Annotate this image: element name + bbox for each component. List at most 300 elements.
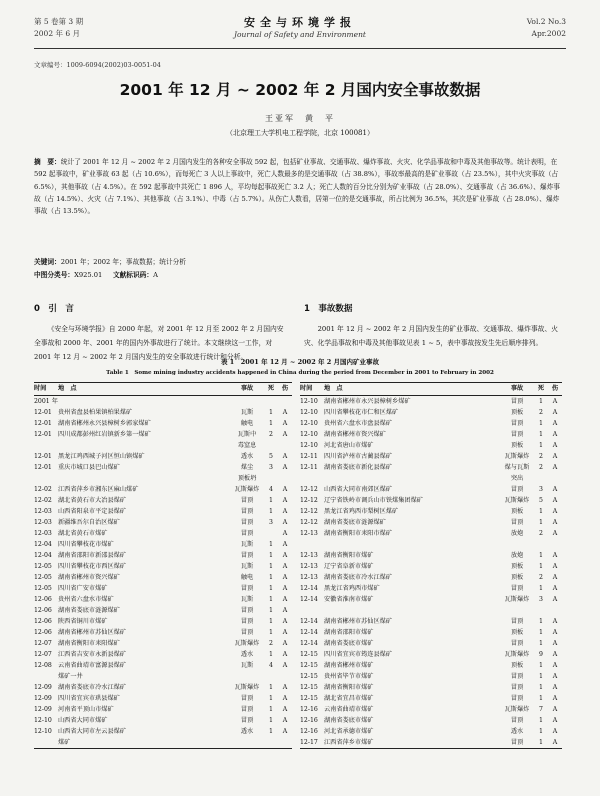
table-row [300, 506, 562, 517]
table-row [34, 396, 292, 407]
table-row [300, 693, 562, 704]
cell-time [300, 605, 324, 616]
cell-dead [534, 473, 548, 484]
table-row [300, 616, 562, 627]
table-row [34, 462, 292, 473]
cell-dead: 1 [269, 497, 273, 504]
cell-dead: 2 [539, 464, 543, 471]
cell-grade: A [282, 695, 288, 702]
cell-event: 瓦斯 [240, 409, 254, 416]
cell-grade: A [282, 640, 288, 647]
cell-dead [264, 528, 278, 539]
cell-event: 冒顶 [510, 739, 524, 746]
cell-event: 冒顶 [510, 618, 524, 625]
cell-time: 12-16 [300, 728, 318, 735]
cell-time: 12-03 [34, 530, 52, 537]
cell-time: 12-04 [34, 541, 52, 548]
cell-time: 12-15 [300, 695, 318, 702]
cell-time: 12-15 [300, 684, 318, 691]
table-row [34, 616, 292, 627]
cell-dead: 1 [539, 508, 543, 515]
section-data-text: 2001 年 12 月 ~ 2002 年 2 月国内发生的矿业事故、交通事故、爆炸事故、火灾、化学品事故和中毒及其他事故见表 1 ~ 5，表中事故按发生先后顺序排列。 [304, 325, 559, 347]
table-row [34, 638, 292, 649]
cell-event: 顶板 [510, 662, 524, 669]
cell-event: 透水 [240, 728, 254, 735]
cell-event: 瓦斯中 [237, 431, 257, 438]
cell-place [58, 473, 230, 484]
doc-code-label: 文献标识码： [112, 271, 154, 279]
cell-grade: A [282, 585, 288, 592]
keywords-text: 2001 年；2002 年；事故数据；统计分析 [60, 258, 186, 266]
cell-place: 山西省大同市煤矿 [58, 717, 108, 724]
cell-time [300, 473, 324, 484]
table-row [300, 550, 562, 561]
cell-event: 瓦斯爆炸 [504, 453, 530, 460]
table-row [300, 451, 562, 462]
cell-dead: 2 [269, 431, 273, 438]
table-row [34, 440, 292, 451]
cell-grade: A [552, 563, 558, 570]
table-row [300, 605, 562, 616]
table-row [34, 418, 292, 429]
cell-event [230, 396, 264, 407]
table-row [300, 561, 562, 572]
table-row [34, 506, 292, 517]
cell-time [34, 671, 58, 682]
cell-place: 云南省曲靖市煤矿 [324, 706, 374, 713]
cell-time: 12-07 [34, 651, 52, 658]
cell-event: 冒顶 [240, 717, 254, 724]
cell-time: 12-10 [34, 728, 52, 735]
cell-event: 顶板 [510, 563, 524, 570]
running-header [34, 14, 566, 49]
cell-event: 瓦斯爆炸 [234, 640, 260, 647]
cell-dead: 3 [269, 464, 273, 471]
cell-event: 冒顶 [510, 673, 524, 680]
cell-grade: A [552, 739, 558, 746]
journal-title-en: Journal of Safety and Environment [234, 30, 366, 39]
cell-grade [278, 737, 292, 748]
cell-dead [264, 473, 278, 484]
cell-event [230, 671, 264, 682]
cell-time: 12-10 [300, 398, 318, 405]
cell-dead: 2 [539, 453, 543, 460]
table-row [300, 528, 562, 539]
cell-dead: 1 [269, 585, 273, 592]
cell-place: 湖南省衡阳市煤矿 [324, 684, 374, 691]
cell-event [230, 737, 264, 748]
cell-grade: A [282, 618, 288, 625]
cell-place: 辽宁省阜新市煤矿 [324, 563, 374, 570]
cell-place: 安徽省淮南市煤矿 [324, 596, 374, 603]
cell-grade: A [552, 596, 558, 603]
cell-event: 瓦斯 [240, 563, 254, 570]
cell-dead: 1 [269, 728, 273, 735]
cell-dead: 1 [539, 629, 543, 636]
cell-event: 冒顶 [240, 519, 254, 526]
cell-grade: A [282, 717, 288, 724]
cell-grade: A [552, 508, 558, 515]
cell-grade: A [552, 684, 558, 691]
journal-title-cn: 安全与环境学报 [244, 16, 356, 29]
table-row [300, 539, 562, 550]
table-row [34, 550, 292, 561]
cell-dead: 1 [269, 420, 273, 427]
cell-place: 湖南省衡阳市耒阳市煤矿 [324, 530, 393, 537]
cell-time: 12-10 [34, 717, 52, 724]
cell-time: 12-06 [34, 618, 52, 625]
cell-place: 湖南省衡阳市耒阳煤矿 [58, 640, 120, 647]
abstract-text: 统计了 2001 年 12 月 ~ 2002 年 2 月国内发生的各种安全事故 592 起，包括矿业事故、交通事故、爆炸事故、火灾、化学品事故和中毒及其他事故等。统计表明，在 592 起事故中，矿业事故 63 起（占 10.6%），而每死亡 3 人以上事故中，死亡人数最多的是交通事故（占 38.8%），事故率最高的是矿业事故（占 23.5%），其中火灾事故（占 6.5%），其他事故（占 4.5%）。在 592 起事故中共死亡 1 896 人，平均每起事故死亡 3.2 人；死亡人数的百分比分别为矿业事故（占 28.0%）、交通事故（占 36.6%）、爆炸事故（占 14.5%）、火灾（占 7.1%）、其他事故（占 3.1%）、中毒（占 5.7%）。从伤亡人数看，居第一位的是交通事故，所占比例为 36.5%，其次是矿业事故（占 28.0%）、爆炸事故（占 13.5%）。 [34, 158, 560, 216]
cell-time: 12-05 [34, 563, 52, 570]
cell-event: 毒窒息 [237, 442, 257, 449]
cell-dead: 2 [539, 409, 543, 416]
cell-place: 四川省广安市煤矿 [58, 585, 108, 592]
cell-dead: 2 [269, 640, 273, 647]
cell-event: 瓦斯 [240, 596, 254, 603]
col-grade: 伤 [281, 385, 289, 392]
cell-event: 冒顶 [240, 607, 254, 614]
cell-dead: 1 [269, 651, 273, 658]
cell-dead: 3 [539, 596, 543, 603]
cell-event: 放炮 [510, 530, 524, 537]
cell-dead: 1 [269, 629, 273, 636]
cell-event: 冒顶 [510, 640, 524, 647]
cell-dead: 1 [539, 563, 543, 570]
cell-time: 12-03 [34, 519, 52, 526]
cell-place: 湖南省郴州市资兴煤矿 [58, 574, 120, 581]
cell-dead: 1 [539, 585, 543, 592]
cell-time: 12-01 [34, 409, 52, 416]
cell-time: 12-06 [34, 607, 52, 614]
cell-dead: 1 [269, 541, 273, 548]
cell-place: 四川省攀枝花市煤矿 [58, 541, 114, 548]
cell-place: 湖南省郴州永兴县樟树乡郭家煤矿 [58, 420, 151, 427]
cell-place: 四川成都彭州红岩镇新乡第一煤矿 [58, 431, 151, 438]
table-row [300, 440, 562, 451]
cell-grade: A [282, 552, 288, 559]
cell-place: 湖南省娄底市冷水江煤矿 [58, 684, 127, 691]
table-row [300, 462, 562, 473]
table-left-rows [34, 396, 292, 748]
cell-place [324, 539, 500, 550]
table-row [300, 396, 562, 407]
col-time: 时间 [300, 385, 313, 392]
paper-title: 2001 年 12 月 ~ 2002 年 2 月国内安全事故数据 [119, 81, 481, 99]
volume-issue: 第 5 卷第 3 期 [34, 17, 84, 26]
cell-event: 冒顶 [240, 618, 254, 625]
cell-grade: A [552, 574, 558, 581]
cell-event [500, 539, 534, 550]
cell-place: 四川省攀枝花市仁和区煤矿 [324, 409, 399, 416]
cell-grade: A [552, 585, 558, 592]
cell-place: 湖南省郴州市苏仙区煤矿 [324, 618, 393, 625]
cell-place: 山西省阳泉市平定县煤矿 [58, 508, 127, 515]
cell-grade: A [552, 662, 558, 669]
cell-dead: 1 [269, 563, 273, 570]
cell-dead: 1 [539, 695, 543, 702]
cell-grade: A [282, 409, 288, 416]
cell-event: 顶板坍 [237, 475, 257, 482]
cell-time: 12-03 [34, 508, 52, 515]
cell-dead: 1 [539, 420, 543, 427]
table-row [300, 495, 562, 506]
cell-place: 湖南省娄底市煤矿 [324, 717, 374, 724]
cell-time: 12-15 [300, 651, 318, 658]
cell-dead: 1 [269, 607, 273, 614]
cell-dead: 1 [539, 618, 543, 625]
cell-grade: A [552, 442, 558, 449]
clc-label: 中图分类号： [34, 271, 75, 279]
cell-event: 冒顶 [510, 420, 524, 427]
cell-time: 12-01 [34, 431, 52, 438]
table-row [300, 726, 562, 737]
table-row [300, 407, 562, 418]
cell-place: 四川省宜宾市筠连县煤矿 [324, 651, 393, 658]
cell-time: 12-04 [34, 552, 52, 559]
table-row [34, 473, 292, 484]
table-row [300, 737, 562, 748]
cell-time: 12-01 [34, 420, 52, 427]
table-row [34, 682, 292, 693]
table-row [34, 627, 292, 638]
table-row [34, 693, 292, 704]
cell-dead: 5 [539, 497, 543, 504]
table-row [300, 429, 562, 440]
table-row [34, 407, 292, 418]
issue-date-en: Apr.2002 [531, 29, 566, 38]
cell-event: 瓦斯爆炸 [504, 497, 530, 504]
cell-event: 瓦斯爆炸 [234, 684, 260, 691]
cell-time: 12-09 [34, 695, 52, 702]
cell-place: 辽宁省铁岭市调兵山市铁煤集团煤矿 [324, 497, 423, 504]
section-intro-text: 《安全与环境学报》自 2000 年起，对 2001 年 12 月至 2002 年 2 月国内安全事故和 2000 年、2001 年的国内外事故进行了统计。本文继续这一工作，对 2001 年 12 月 ~ 2002 年 2 月国内发生的安全事故进行统计和分析。 [34, 325, 284, 361]
cell-event: 冒顶 [510, 717, 524, 724]
cell-grade: A [282, 728, 288, 735]
cell-time: 12-13 [300, 574, 318, 581]
cell-time: 12-10 [300, 420, 318, 427]
cell-grade: A [552, 552, 558, 559]
col-event: 事故 [240, 385, 254, 392]
cell-grade: A [552, 530, 558, 537]
cell-time [34, 737, 58, 748]
cell-dead [264, 737, 278, 748]
cell-grade [278, 396, 292, 407]
cell-time: 12-12 [300, 497, 318, 504]
section-data-title: 1 事故数据 [304, 304, 353, 314]
doc-code: A [153, 271, 158, 279]
cell-dead: 5 [269, 453, 273, 460]
cell-time: 12-11 [300, 464, 318, 471]
cell-event: 冒顶 [240, 508, 254, 515]
cell-event: 冒顶 [240, 695, 254, 702]
cell-place: 重庆市城口县巴山煤矿 [58, 464, 120, 471]
col-dead: 死 [267, 385, 275, 392]
cell-grade: A [282, 651, 288, 658]
header-center [34, 14, 566, 39]
col-place: 地 点 [324, 385, 343, 392]
cell-event: 突出 [510, 475, 524, 482]
cell-event: 瓦斯爆炸 [504, 596, 530, 603]
cell-event: 冒顶 [510, 695, 524, 702]
table-row [300, 660, 562, 671]
cell-time: 12-14 [300, 585, 318, 592]
col-event: 事故 [510, 385, 524, 392]
cell-place: 湖南省邵阳市煤矿 [324, 629, 374, 636]
cell-time: 12-14 [300, 596, 318, 603]
table-row [300, 484, 562, 495]
cell-dead [534, 605, 548, 616]
table-row [34, 517, 292, 528]
cell-place: 湖南省衡阳市煤矿 [324, 552, 374, 559]
cell-place: 贵州省盘县柏果镇柏果煤矿 [58, 409, 133, 416]
cell-event: 透水 [240, 651, 254, 658]
table-row [34, 495, 292, 506]
col-time: 时间 [34, 385, 47, 392]
cell-dead: 1 [269, 717, 273, 724]
cell-event: 冒顶 [240, 585, 254, 592]
cell-dead: 1 [269, 618, 273, 625]
cell-time: 12-14 [300, 640, 318, 647]
cell-dead: 1 [539, 398, 543, 405]
cell-time: 12-15 [300, 673, 318, 680]
cell-grade: A [552, 673, 558, 680]
affiliation: （北京理工大学机电工程学院，北京 100081） [226, 129, 374, 137]
table-row [300, 715, 562, 726]
cell-grade: A [552, 486, 558, 493]
table-row [34, 704, 292, 715]
cell-dead: 9 [539, 651, 543, 658]
cell-time: 12-01 [34, 464, 52, 471]
cell-dead: 1 [269, 508, 273, 515]
table-row [34, 528, 292, 539]
cell-event: 触电 [240, 574, 254, 581]
cell-dead: 1 [539, 739, 543, 746]
cell-place: 黑龙江省鸡西市煤矿 [324, 585, 380, 592]
cell-dead: 7 [539, 706, 543, 713]
cell-grade: A [282, 508, 288, 515]
cell-grade: A [552, 398, 558, 405]
table-row [300, 517, 562, 528]
cell-time: 12-10 [300, 409, 318, 416]
cell-event: 煤与瓦斯 [504, 464, 530, 471]
cell-dead: 1 [269, 684, 273, 691]
cell-grade [278, 473, 292, 484]
cell-dead: 1 [539, 684, 543, 691]
abstract [34, 156, 560, 217]
cell-grade: A [282, 596, 288, 603]
table-row [34, 539, 292, 550]
cell-dead [534, 539, 548, 550]
col-grade: 伤 [551, 385, 559, 392]
cell-place: 湖南省郴州市永兴县樟树乡煤矿 [324, 398, 411, 405]
cell-event: 透水 [510, 728, 524, 735]
cell-time: 12-12 [300, 508, 318, 515]
cell-event: 冒顶 [240, 552, 254, 559]
cell-grade: A [552, 453, 558, 460]
cell-dead: 1 [539, 519, 543, 526]
cell-grade: A [552, 519, 558, 526]
cell-dead: 3 [269, 519, 273, 526]
cell-dead: 1 [539, 552, 543, 559]
cell-grade: A [552, 431, 558, 438]
cell-place: 河北省承德市煤矿 [324, 728, 374, 735]
cell-place: 山西省大同市左云县煤矿 [58, 728, 127, 735]
cell-event: 瓦斯 [240, 541, 254, 548]
cell-time: 12-16 [300, 706, 318, 713]
table-row [34, 649, 292, 660]
table-row [34, 561, 292, 572]
cell-dead: 1 [269, 596, 273, 603]
cell-event: 顶板 [510, 409, 524, 416]
cell-time: 12-01 [34, 453, 52, 460]
cell-place: 湖南省娄底市涟源煤矿 [58, 607, 120, 614]
cell-time: 12-06 [34, 596, 52, 603]
cell-grade: A [282, 706, 288, 713]
cell-dead [264, 396, 278, 407]
cell-place [58, 440, 230, 451]
cell-place [58, 396, 230, 407]
section-intro-title: 0 引 言 [34, 304, 74, 314]
issue-date-cn: 2002 年 6 月 [34, 29, 81, 38]
cell-place: 黑龙江鸡西城子河区恒山镇煤矿 [58, 453, 145, 460]
cell-event: 冒顶 [240, 629, 254, 636]
cell-time: 12-07 [34, 640, 52, 647]
cell-grade: A [282, 464, 288, 471]
cell-dead: 2 [539, 574, 543, 581]
cell-event [500, 605, 534, 616]
cell-event: 冒顶 [510, 585, 524, 592]
table-row [300, 418, 562, 429]
cell-grade: A [282, 574, 288, 581]
cell-dead [264, 440, 278, 451]
cell-place: 湖南省郴州市资兴煤矿 [324, 431, 386, 438]
cell-dead: 1 [539, 717, 543, 724]
article-number: 文章编号：1009-6094(2002)03-0051-04 [34, 61, 161, 69]
table-row [34, 715, 292, 726]
cell-place: 湖南省娄底市新化县煤矿 [324, 464, 393, 471]
clc-code: X925.01 [74, 271, 103, 279]
table-row [34, 737, 292, 748]
cell-event: 煤尘 [240, 464, 254, 471]
cell-place: 湖北省黄石市大冶县煤矿 [58, 497, 127, 504]
cell-time: 12-16 [300, 717, 318, 724]
cell-event: 瓦斯爆炸 [504, 706, 530, 713]
table-row [34, 429, 292, 440]
cell-grade: A [552, 618, 558, 625]
table-row [300, 594, 562, 605]
cell-grade: A [552, 420, 558, 427]
cell-dead: 1 [539, 431, 543, 438]
cell-event: 瓦斯 [240, 662, 254, 669]
table-row [34, 671, 292, 682]
cell-event: 顶板 [510, 629, 524, 636]
cell-event: 顶板 [510, 574, 524, 581]
cell-place: 湖南省郴州市煤矿 [324, 662, 374, 669]
cell-place: 云南省曲靖市富源县煤矿 [58, 662, 127, 669]
cell-event: 冒顶 [510, 398, 524, 405]
cell-grade: A [282, 530, 288, 537]
table-row [300, 572, 562, 583]
cell-time: 12-13 [300, 552, 318, 559]
cell-event: 冒顶 [510, 684, 524, 691]
table-row [300, 682, 562, 693]
cell-event: 冒顶 [510, 431, 524, 438]
cell-place: 湖南省娄底市冷水江煤矿 [324, 574, 393, 581]
table-caption-cn: 表 1 2001 年 12 月 ~ 2002 年 2 月国内矿业事故 [220, 358, 380, 366]
cell-time: 12-11 [300, 453, 318, 460]
cell-place: 煤矿 [58, 739, 71, 746]
